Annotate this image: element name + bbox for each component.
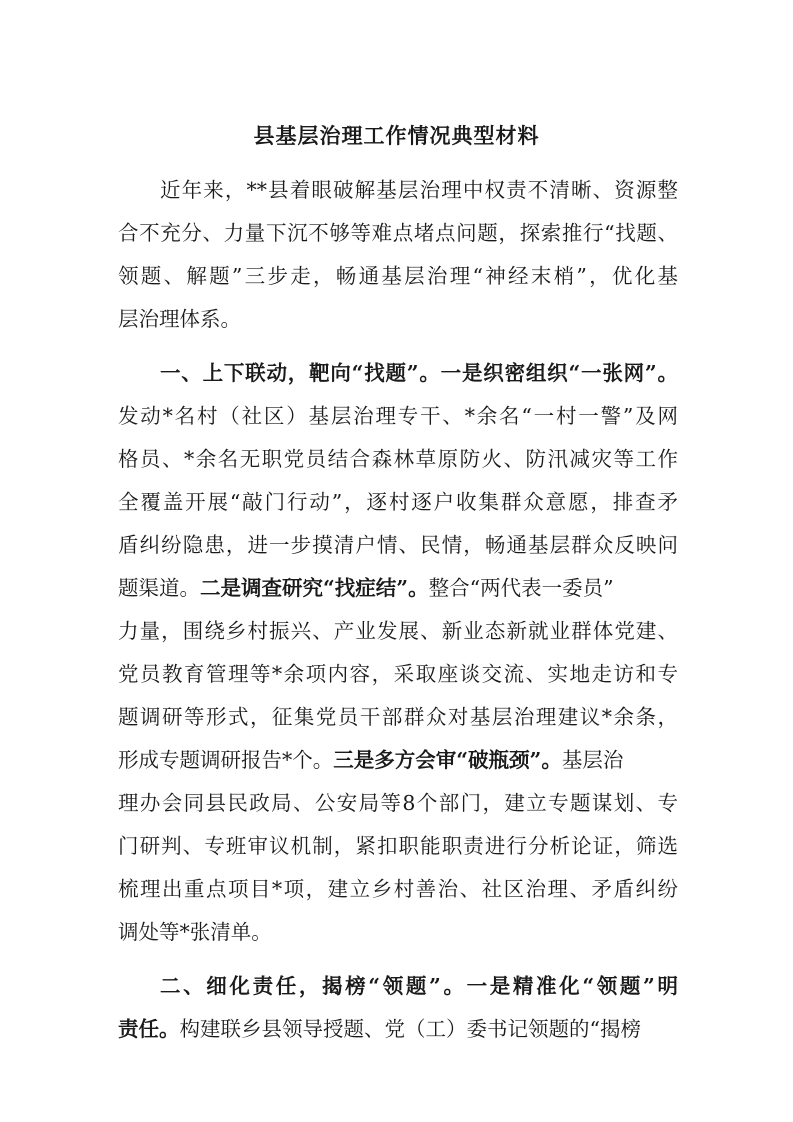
paragraph-line: 调处等*张清单。 — [118, 920, 272, 944]
paragraph-line-mixed — [118, 570, 678, 606]
subheading-text: 二是调查研究“找症结”。 — [200, 576, 429, 600]
paragraph-line: 题调研等形式，征集党员干部群众对基层治理建议*余条， — [118, 705, 678, 729]
paragraph-line: 格员、*余名无职党员结合森林草原防火、防汛减灾等工作 — [118, 447, 678, 471]
paragraph-text: 题渠道。 — [118, 576, 200, 600]
paragraph-line: 全覆盖开展“敲门行动”，逐村逐户收集群众意愿，排查矛 — [118, 490, 678, 514]
paragraph-line: 梳理出重点项目*项，建立乡村善治、社区治理、矛盾纠纷 — [118, 877, 678, 901]
paragraph-line: 合不充分、力量下沉不够等难点堵点问题，探索推行“找题、 — [118, 221, 678, 245]
section-heading-line: 一、上下联动，靶向“找题”。一是织密组织“一张网”。 — [160, 361, 678, 385]
paragraph-line-mixed — [118, 742, 678, 778]
paragraph-line: 领题、解题”三步走，畅通基层治理“神经末梢”，优化基 — [118, 264, 678, 288]
paragraph-line: 盾纠纷隐患，进一步摸清户情、民情，畅通基层群众反映问 — [118, 533, 678, 557]
paragraph-text: 形成专题调研报告*个。 — [118, 748, 334, 772]
paragraph-line: 层治理体系。 — [118, 307, 241, 331]
subheading-text: 三是多方会审“破瓶颈”。 — [333, 748, 562, 772]
paragraph-text: 基层治 — [561, 748, 624, 772]
paragraph-line: 门研判、专班审议机制，紧扣职能职责进行分析论证，筛选 — [118, 834, 678, 858]
subheading-text: 责任。 — [118, 1017, 180, 1041]
document-title: 县基层治理工作情况典型材料 — [253, 123, 540, 148]
paragraph-text: 构建联乡县领导授题、党（工）委书记领题的“揭榜 — [179, 1017, 641, 1041]
paragraph-line-mixed — [118, 1011, 678, 1047]
paragraph-line: 力量，围绕乡村振兴、产业发展、新业态新就业群体党建、 — [118, 619, 678, 643]
paragraph-text: 整合“两代表一委员” — [428, 576, 614, 600]
section-heading-line: 二、细化责任，揭榜“领题”。一是精准化“领题”明 — [160, 974, 678, 998]
paragraph-line: 理办会同县民政局、公安局等8个部门，建立专题谋划、专 — [118, 791, 678, 815]
paragraph-line: 发动*名村（社区）基层治理专干、*余名“一村一警”及网 — [118, 404, 678, 428]
paragraph-line: 党员教育管理等*余项内容，采取座谈交流、实地走访和专 — [118, 662, 678, 686]
paragraph-line: 近年来，**县着眼破解基层治理中权责不清晰、资源整 — [160, 178, 678, 202]
